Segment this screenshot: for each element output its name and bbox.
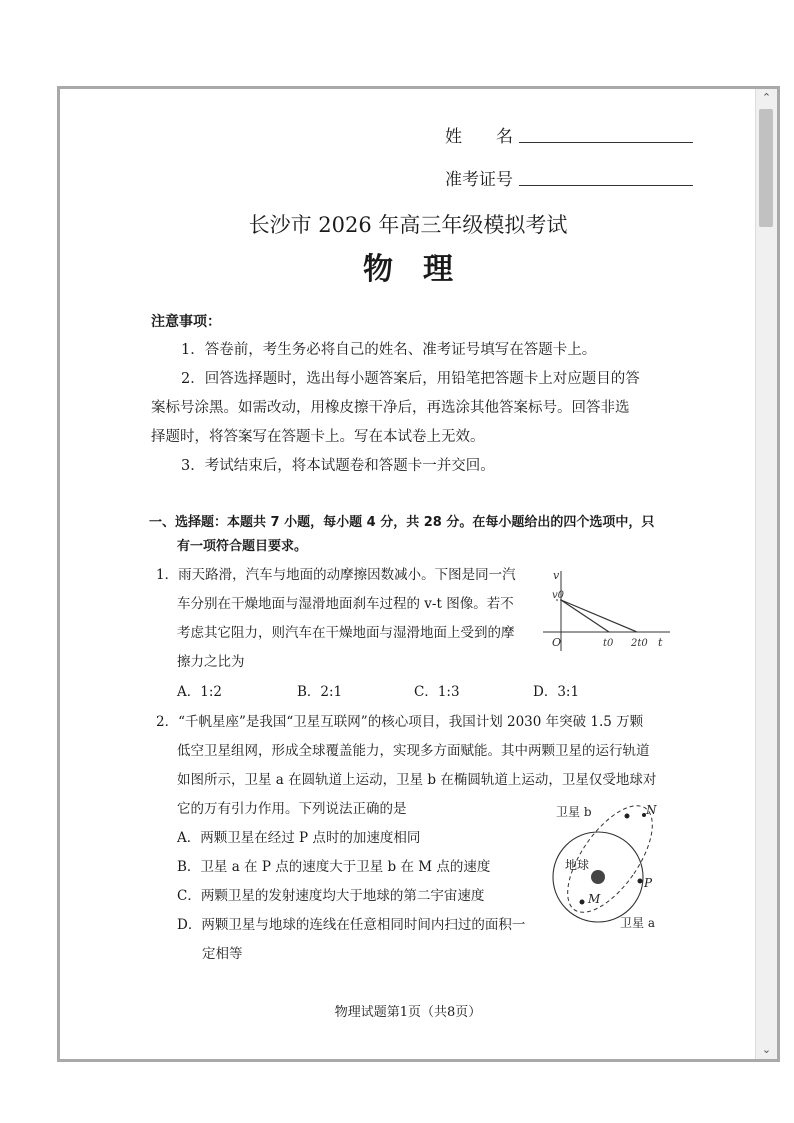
- name-label: 姓 名: [445, 127, 513, 147]
- q1-text: 擦力之比为: [177, 654, 245, 670]
- q2-text: 低空卫星组网，形成全球覆盖能力，实现多方面赋能。其中两颗卫星的运行轨道: [177, 743, 650, 759]
- graph-t0-label: t0: [603, 638, 614, 649]
- scroll-down-icon[interactable]: ⌄: [761, 1043, 772, 1056]
- q2-option-d-cont: 定相等: [202, 946, 243, 962]
- q2-text: 它的万有引力作用。下列说法正确的是: [177, 801, 407, 817]
- q1-option-d: D．3:1: [533, 684, 580, 700]
- document-viewer: [57, 86, 780, 1062]
- exam-title: 长沙市 2026 年高三年级模拟考试: [248, 213, 568, 237]
- graph-origin-label: O: [552, 636, 562, 649]
- graph-v-label: v: [553, 569, 560, 582]
- vt-graph: [538, 567, 678, 657]
- sat-b-label: 卫星 b: [556, 805, 592, 819]
- page-footer: 物理试题第1页（共8页）: [334, 1005, 482, 1020]
- page-content: [60, 89, 756, 1059]
- q2-text: 2．“千帆星座”是我国“卫星互联网”的核心项目，我国计划 2030 年突破 1.5 万颗: [156, 714, 644, 730]
- graph-t-label: t: [658, 636, 663, 649]
- scroll-up-icon[interactable]: ⌃: [761, 91, 772, 104]
- point-n-label: N: [646, 803, 657, 817]
- exam-id-label: 准考证号: [445, 170, 513, 190]
- q1-text: 考虑其它阻力，则汽车在干燥地面与湿滑地面上受到的摩: [177, 625, 515, 641]
- name-blank: [519, 142, 693, 143]
- q2-text: 如图所示，卫星 a 在圆轨道上运动，卫星 b 在椭圆轨道上运动，卫星仅受地球对: [177, 772, 657, 788]
- notice-item: 案标号涂黑。如需改动，用橡皮擦干净后，再选涂其他答案标号。回答非选: [151, 400, 630, 416]
- q1-option-c: C．1:3: [414, 684, 460, 700]
- scroll-thumb[interactable]: [759, 109, 773, 227]
- notice-item: 1．答卷前，考生务必将自己的姓名、准考证号填写在答题卡上。: [181, 342, 597, 358]
- q1-text: 车分别在干燥地面与湿滑地面刹车过程的 v-t 图像。若不: [177, 596, 514, 612]
- subject-title: 物理: [363, 252, 483, 287]
- q1-option-a: A．1:2: [177, 684, 222, 700]
- exam-id-blank: [519, 185, 693, 186]
- q2-option-d: D．两颗卫星与地球的连线在任意相同时间内扫过的面积一: [177, 917, 526, 933]
- notice-item: 3．考试结束后，将本试题卷和答题卡一并交回。: [181, 458, 495, 474]
- point-m-label: M: [588, 892, 601, 906]
- graph-2t0-label: 2t0: [631, 638, 648, 649]
- section-heading-cont: 有一项符合题目要求。: [177, 539, 308, 554]
- graph-v0-label: v0: [552, 590, 565, 601]
- sat-a-label: 卫星 a: [620, 916, 655, 929]
- orbit-diagram: [548, 799, 698, 929]
- earth-label: 地球: [565, 858, 590, 872]
- notice-heading: 注意事项：: [151, 314, 221, 330]
- q1-text: 1．雨天路滑，汽车与地面的动摩擦因数减小。下图是同一汽: [156, 567, 516, 583]
- q1-option-b: B．2:1: [297, 684, 343, 700]
- notice-item: 2．回答选择题时，选出每小题答案后，用铅笔把答题卡上对应题目的答: [181, 371, 640, 387]
- notice-item: 择题时，将答案写在答题卡上。写在本试卷上无效。: [151, 429, 485, 445]
- q2-option-b: B．卫星 a 在 P 点的速度大于卫星 b 在 M 点的速度: [177, 859, 491, 875]
- vertical-scrollbar[interactable]: [755, 89, 777, 1059]
- point-p-label: P: [644, 876, 653, 890]
- section-heading: 一、选择题：本题共 7 小题，每小题 4 分，共 28 分。在每小题给出的四个选项中，只: [149, 515, 655, 530]
- q2-option-a: A．两颗卫星在经过 P 点时的加速度相同: [177, 830, 421, 846]
- q2-option-c: C．两颗卫星的发射速度均大于地球的第二宇宙速度: [177, 888, 485, 904]
